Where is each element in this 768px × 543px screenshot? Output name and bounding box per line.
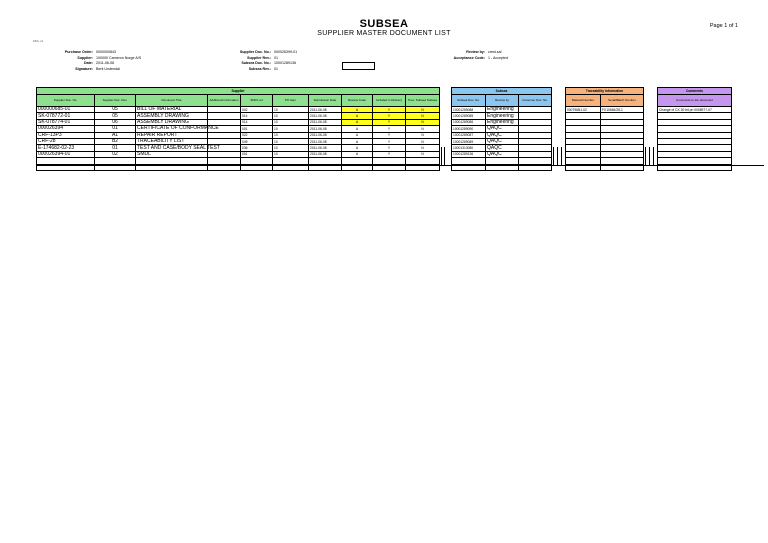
document-title: SUPPLIER MASTER DOCUMENT LIST — [317, 30, 451, 37]
included-in-delivery-cell: Y — [373, 132, 406, 138]
header-field-label: Subsea Doc. No.: — [241, 61, 271, 65]
column-header: SDRL ref — [241, 95, 273, 107]
material-number-cell: 000796B1-02 — [566, 107, 601, 113]
header-field-label: Subsea Rev.: — [248, 66, 271, 71]
po-item-cell: 10 — [273, 151, 309, 157]
document-title-cell: TRACEABILITY LIST — [136, 138, 208, 144]
sdrl-ref-cell: 014 — [241, 113, 273, 119]
review-code-cell: A — [342, 113, 373, 119]
separator-line — [561, 147, 562, 165]
header-field-label: Acceptance Code: — [453, 55, 485, 60]
subsea-group-header: Subsea — [452, 88, 552, 95]
prev-subsea-cell: N — [406, 119, 440, 125]
column-header: Document Title — [136, 95, 208, 107]
comments-table — [657, 87, 732, 171]
submission-date-cell: 2011-06-08 — [309, 126, 342, 132]
supplier-doc-rev-cell: 05 — [95, 113, 136, 119]
column-header: Material Number — [566, 95, 601, 107]
submission-date-cell: 2011-06-08 — [309, 138, 342, 144]
review-by-cell: QAQC — [486, 138, 519, 144]
header-field-value: 10001289136 — [274, 61, 296, 65]
sdrl-ref-cell: 002 — [241, 107, 273, 113]
document-title-cell: ASSEMBLY DRAWING — [136, 119, 208, 125]
document-title-cell: TEST AND CASE/BODY SEAL TEST — [137, 144, 220, 151]
included-in-delivery-cell: Y — [373, 119, 406, 125]
serial-batch-number-cell: FX10664/28-1 — [601, 107, 644, 113]
header-field-label: Purchase Order: — [64, 50, 93, 54]
supplier-doc-rev-cell: 01 — [95, 126, 136, 132]
included-in-delivery-cell: Y — [373, 151, 406, 157]
po-item-cell: 10 — [273, 132, 309, 138]
column-header: PO Item — [273, 95, 309, 107]
footer-line — [36, 165, 764, 166]
prev-subsea-cell: N — [406, 132, 440, 138]
sdrl-ref-cell: 001 — [241, 126, 273, 132]
review-code-cell: A — [342, 126, 373, 132]
page-number: Page 1 of 1 — [709, 23, 738, 29]
separator-line — [553, 147, 554, 165]
review-code-cell: A — [342, 145, 373, 151]
submission-date-cell: 2011-06-08 — [309, 119, 342, 125]
supplier-table — [36, 87, 440, 171]
sdrl-ref-cell: 022 — [241, 132, 273, 138]
supplier-doc-rev-cell: 05 — [95, 107, 136, 113]
review-by-cell: QAQC — [486, 151, 519, 157]
review-code-cell: A — [342, 107, 373, 113]
supplier-doc-no-cell: CRF-28 — [37, 138, 95, 144]
review-code-cell: A — [342, 138, 373, 144]
review-by-cell: Engineering — [486, 113, 519, 119]
review-by-cell: QAQC — [486, 126, 519, 132]
supplier-doc-rev-cell: 06 — [95, 119, 136, 125]
header-field-value: 01 — [274, 55, 278, 60]
traceability-group-header: Traceability Information — [566, 88, 644, 95]
sdrl-ref-cell: 049 — [241, 138, 273, 144]
header-right-block — [433, 50, 508, 61]
header-field-value: 1 - Accepted — [488, 55, 508, 60]
separator-line — [444, 147, 445, 165]
supplier-doc-no-cell: SK-078772-01 — [37, 113, 95, 119]
header-field — [33, 67, 141, 73]
separator-line — [645, 147, 646, 165]
prev-subsea-cell: N — [406, 138, 440, 144]
column-header: Supplier Doc. No. — [37, 95, 95, 107]
header-field — [433, 56, 508, 62]
po-item-cell: 10 — [273, 107, 309, 113]
prev-subsea-cell: N — [406, 113, 440, 119]
document-title-cell: ASSEMBLY DRAWING — [136, 113, 208, 119]
column-header: Prev. Subsea Subsea — [406, 95, 440, 107]
separator-line — [557, 147, 558, 165]
supplier-doc-no-cell: 000000685-01 — [37, 107, 95, 113]
subsea-doc-no-cell: 10001289086 — [452, 119, 486, 125]
po-item-cell: 10 — [273, 113, 309, 119]
supplier-doc-rev-cell: A1 — [95, 132, 136, 138]
po-item-cell: 10 — [273, 126, 309, 132]
po-item-cell: 10 — [273, 119, 309, 125]
subsea-table — [451, 87, 552, 171]
column-header: Comments to the document — [658, 95, 732, 107]
included-in-delivery-cell: Y — [373, 126, 406, 132]
supplier-doc-rev-cell: 01 — [95, 145, 136, 151]
review-code-cell: A — [342, 132, 373, 138]
column-header: Additional Information — [208, 95, 241, 107]
header-left-block — [33, 50, 141, 72]
po-item-cell: 10 — [273, 138, 309, 144]
supplier-doc-no-cell: E-174682-02-23 — [37, 145, 95, 151]
submission-date-cell: 2011-06-08 — [309, 113, 342, 119]
supplier-group-header: Supplier — [37, 88, 440, 95]
included-in-delivery-cell: Y — [373, 145, 406, 151]
header-field-label: Review by: — [466, 50, 485, 54]
separator-line — [441, 147, 442, 165]
supplier-doc-no-cell: SK-078774-01 — [37, 119, 95, 125]
header-field — [226, 67, 297, 73]
review-by-cell: Engineering — [486, 107, 519, 113]
column-header: Review by — [486, 95, 519, 107]
sdrl-ref-cell: 036 — [241, 145, 273, 151]
header-field-value: 2011-06-08 — [96, 61, 115, 65]
included-in-delivery-cell: Y — [373, 107, 406, 113]
po-item-cell: 10 — [273, 145, 309, 151]
document-title-cell: CERTIFICATE OF CONFORMANCE — [137, 125, 219, 132]
column-header: Serial/Batch Number — [601, 95, 644, 107]
column-header: Supplier Doc. Rev. — [95, 95, 136, 107]
supplier-doc-rev-cell: B2 — [95, 138, 136, 144]
subsea-doc-no-cell: 10001289090 — [452, 126, 486, 132]
subsea-doc-no-cell: 10001289087 — [452, 132, 486, 138]
header-field-value: 01 — [274, 66, 278, 71]
header-field-label: Date: — [84, 61, 93, 65]
prev-subsea-cell: N — [406, 145, 440, 151]
document-title-cell: BILL OF MATERIAL — [136, 107, 208, 113]
column-header: Review Code — [342, 95, 373, 107]
prev-subsea-cell: N — [406, 151, 440, 157]
review-code-cell: A — [342, 119, 373, 125]
column-header: Included in Delivery — [373, 95, 406, 107]
header-field-value: 100000 Cameron Norge A/S — [96, 55, 142, 60]
header-field-label: Signature: — [75, 66, 93, 71]
prev-subsea-cell: N — [406, 107, 440, 113]
header-field-label: Supplier: — [77, 55, 93, 60]
column-header: Submission Date — [309, 95, 342, 107]
header-field-value: Berit Undendal — [96, 66, 120, 71]
included-in-delivery-cell: Y — [373, 113, 406, 119]
document-title-cell: REPAIR REPORT — [136, 132, 208, 138]
header-field-label: Supplier Rev.: — [247, 55, 271, 60]
review-code-cell: A — [342, 151, 373, 157]
supplier-doc-no-cell: CRF-13P3 — [37, 132, 95, 138]
subsea-doc-no-cell: 10001289089 — [452, 138, 486, 144]
submission-date-cell: 2011-06-08 — [309, 151, 342, 157]
sdrl-ref-cell: 014 — [241, 119, 273, 125]
traceability-table — [565, 87, 644, 171]
small-note: MDL v2 — [33, 39, 44, 43]
company-title: SUBSEA — [359, 18, 409, 30]
supplier-doc-no-cell: 000026394-01 — [37, 151, 95, 157]
submission-date-cell: 2011-06-08 — [309, 145, 342, 151]
submission-date-cell: 2011-06-08 — [309, 132, 342, 138]
separator-line — [649, 147, 650, 165]
prev-subsea-cell: N — [406, 126, 440, 132]
header-middle-block — [226, 50, 297, 72]
subsea-doc-no-cell: 10001313080 — [452, 145, 486, 151]
submission-date-cell: 2011-06-08 — [309, 107, 342, 113]
header-field-value: crest.sal — [488, 50, 502, 54]
header-field-value: 000026399-01 — [274, 50, 298, 54]
separator-line — [653, 147, 654, 165]
comment-cell: Change of CX 30 bit pn 000897?-07 — [658, 107, 732, 113]
comments-group-header: Comments — [658, 88, 732, 95]
subsea-doc-no-cell: 10001289088 — [452, 107, 486, 113]
header-empty-box — [342, 62, 375, 70]
review-by-cell: QAQC — [486, 132, 519, 138]
column-header: Subsea Doc. No. — [452, 95, 486, 107]
review-by-cell: QAQC — [486, 145, 519, 151]
document-title-cell: SMDL — [136, 151, 208, 157]
header-field-value: 0000000843 — [96, 50, 116, 54]
header-field-label: Supplier Doc. No.: — [239, 50, 271, 54]
sdrl-ref-cell: 001 — [241, 151, 273, 157]
review-by-cell: Engineering — [486, 119, 519, 125]
supplier-doc-rev-cell: 02 — [95, 151, 136, 157]
supplier-doc-no-cell: 000026394 — [37, 126, 95, 132]
subsea-doc-no-cell: 10001289136 — [452, 151, 486, 157]
included-in-delivery-cell: Y — [373, 138, 406, 144]
column-header: Customer Doc. No. — [519, 95, 552, 107]
subsea-doc-no-cell: 10001289085 — [452, 113, 486, 119]
